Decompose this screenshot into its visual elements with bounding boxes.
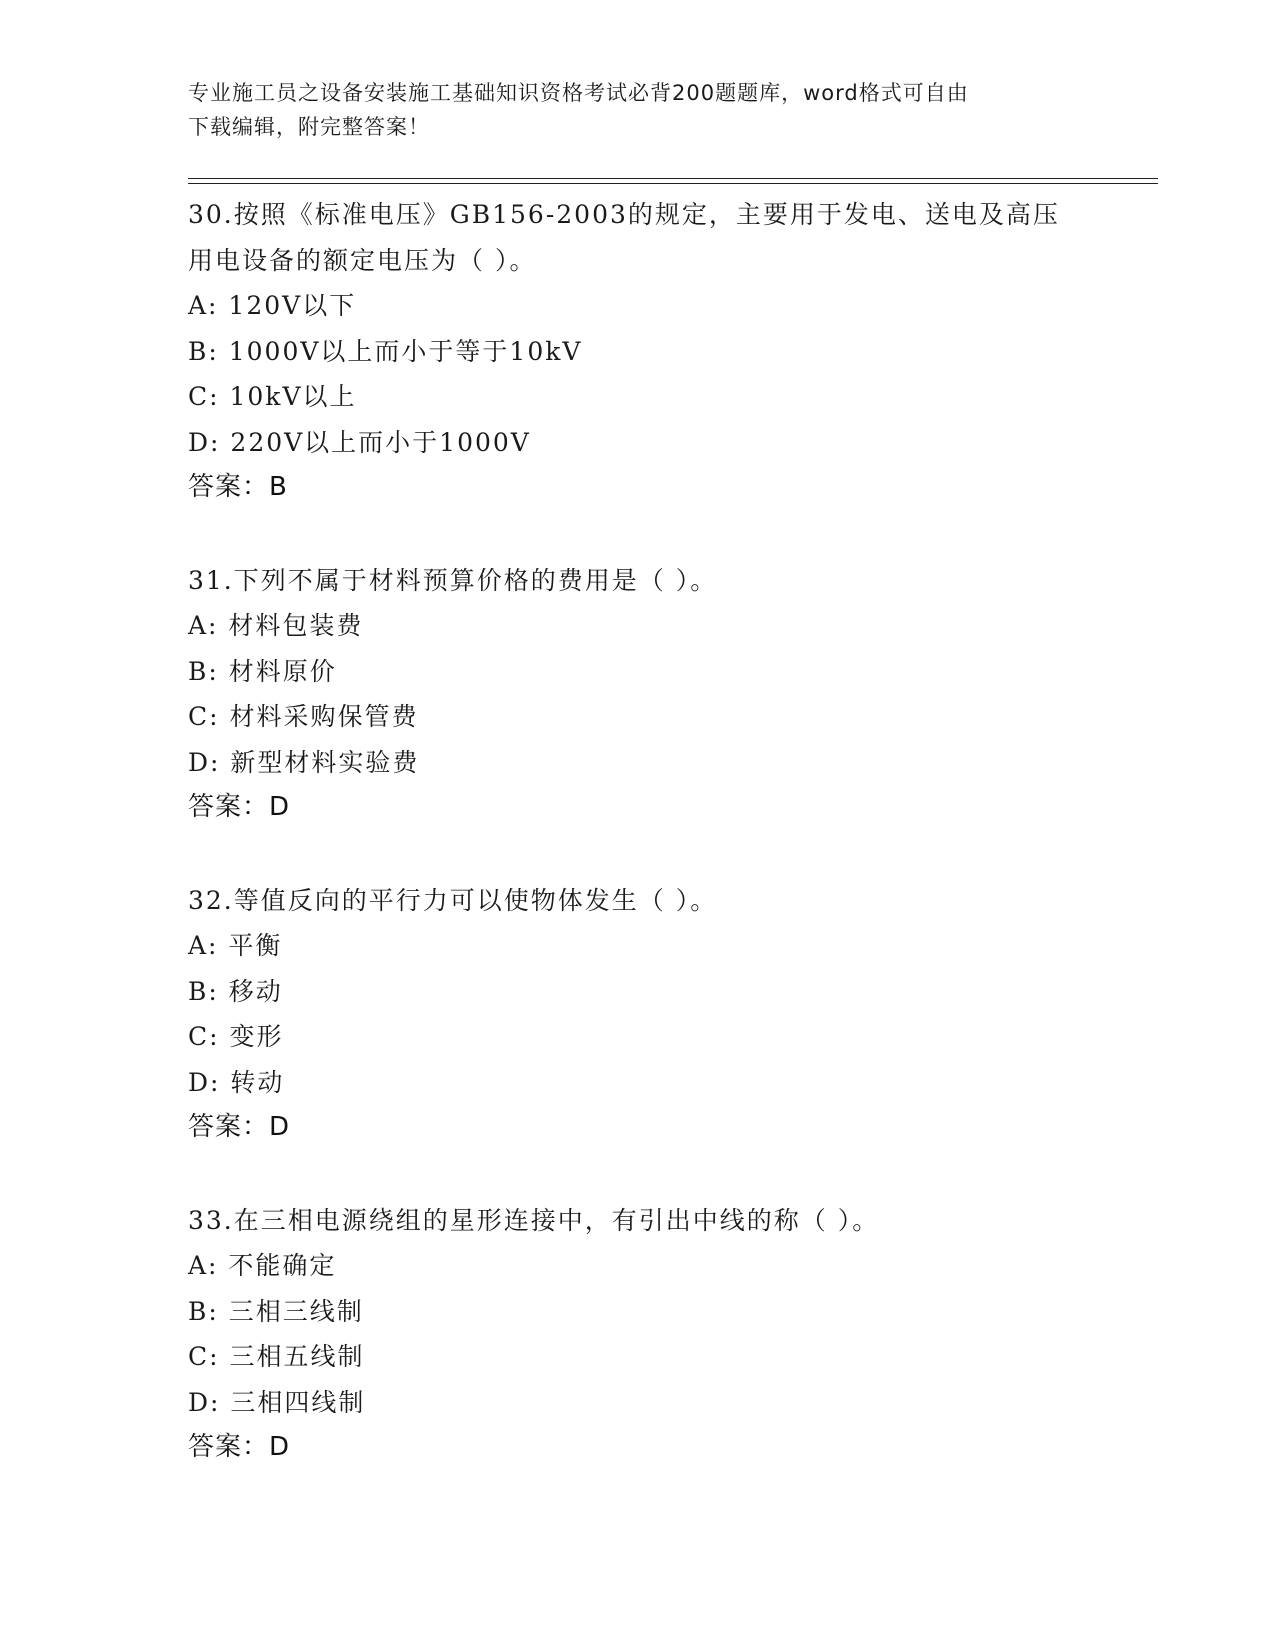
- option-a: A: 平衡: [188, 931, 283, 960]
- option-b: B: 1000V以上而小于等于10kV: [188, 336, 583, 366]
- question-33: [188, 1198, 1168, 1471]
- question-stem-continued: 用电设备的额定电压为（ ）。: [188, 245, 537, 275]
- answer-line: 答案：D: [188, 792, 291, 822]
- option-a: A: 材料包装费: [188, 611, 364, 640]
- option-c: C: 10kV以上: [188, 382, 357, 411]
- option-b: B: 移动: [188, 976, 283, 1006]
- question-stem: 33.在三相电源绕组的星形连接中，有引出中线的称（ ）。: [188, 1205, 880, 1235]
- question-list: [188, 192, 1168, 1518]
- question-stem: 30.按照《标准电压》GB156-2003的规定，主要用于发电、送电及高压: [188, 200, 1060, 229]
- option-b: B: 三相三线制: [188, 1296, 364, 1326]
- option-a: A: 120V以下: [188, 291, 357, 320]
- option-d: D: 新型材料实验费: [188, 747, 420, 777]
- header-line-1: 专业施工员之设备安装施工基础知识资格考试必背200题题库，word格式可自由: [188, 81, 969, 105]
- header-divider-bottom: [188, 183, 1158, 184]
- option-c: C: 三相五线制: [188, 1342, 365, 1371]
- document-header: [188, 76, 1088, 144]
- option-d: D: 三相四线制: [188, 1387, 366, 1417]
- answer-line: 答案：D: [188, 1432, 291, 1462]
- option-c: C: 材料采购保管费: [188, 702, 419, 731]
- question-32: [188, 878, 1168, 1151]
- option-d: D: 220V以上而小于1000V: [188, 427, 531, 457]
- option-c: C: 变形: [188, 1022, 284, 1051]
- option-d: D: 转动: [188, 1067, 285, 1097]
- answer-line: 答案：B: [188, 472, 288, 502]
- option-b: B: 材料原价: [188, 656, 337, 686]
- header-line-2: 下载编辑，附完整答案！: [188, 115, 430, 139]
- option-a: A: 不能确定: [188, 1251, 337, 1280]
- header-divider-top: [188, 178, 1158, 179]
- answer-line: 答案：D: [188, 1112, 291, 1142]
- question-stem: 31.下列不属于材料预算价格的费用是（ ）。: [188, 565, 718, 595]
- question-stem: 32.等值反向的平行力可以使物体发生（ ）。: [188, 885, 718, 915]
- question-31: [188, 558, 1168, 831]
- question-30: [188, 192, 1168, 511]
